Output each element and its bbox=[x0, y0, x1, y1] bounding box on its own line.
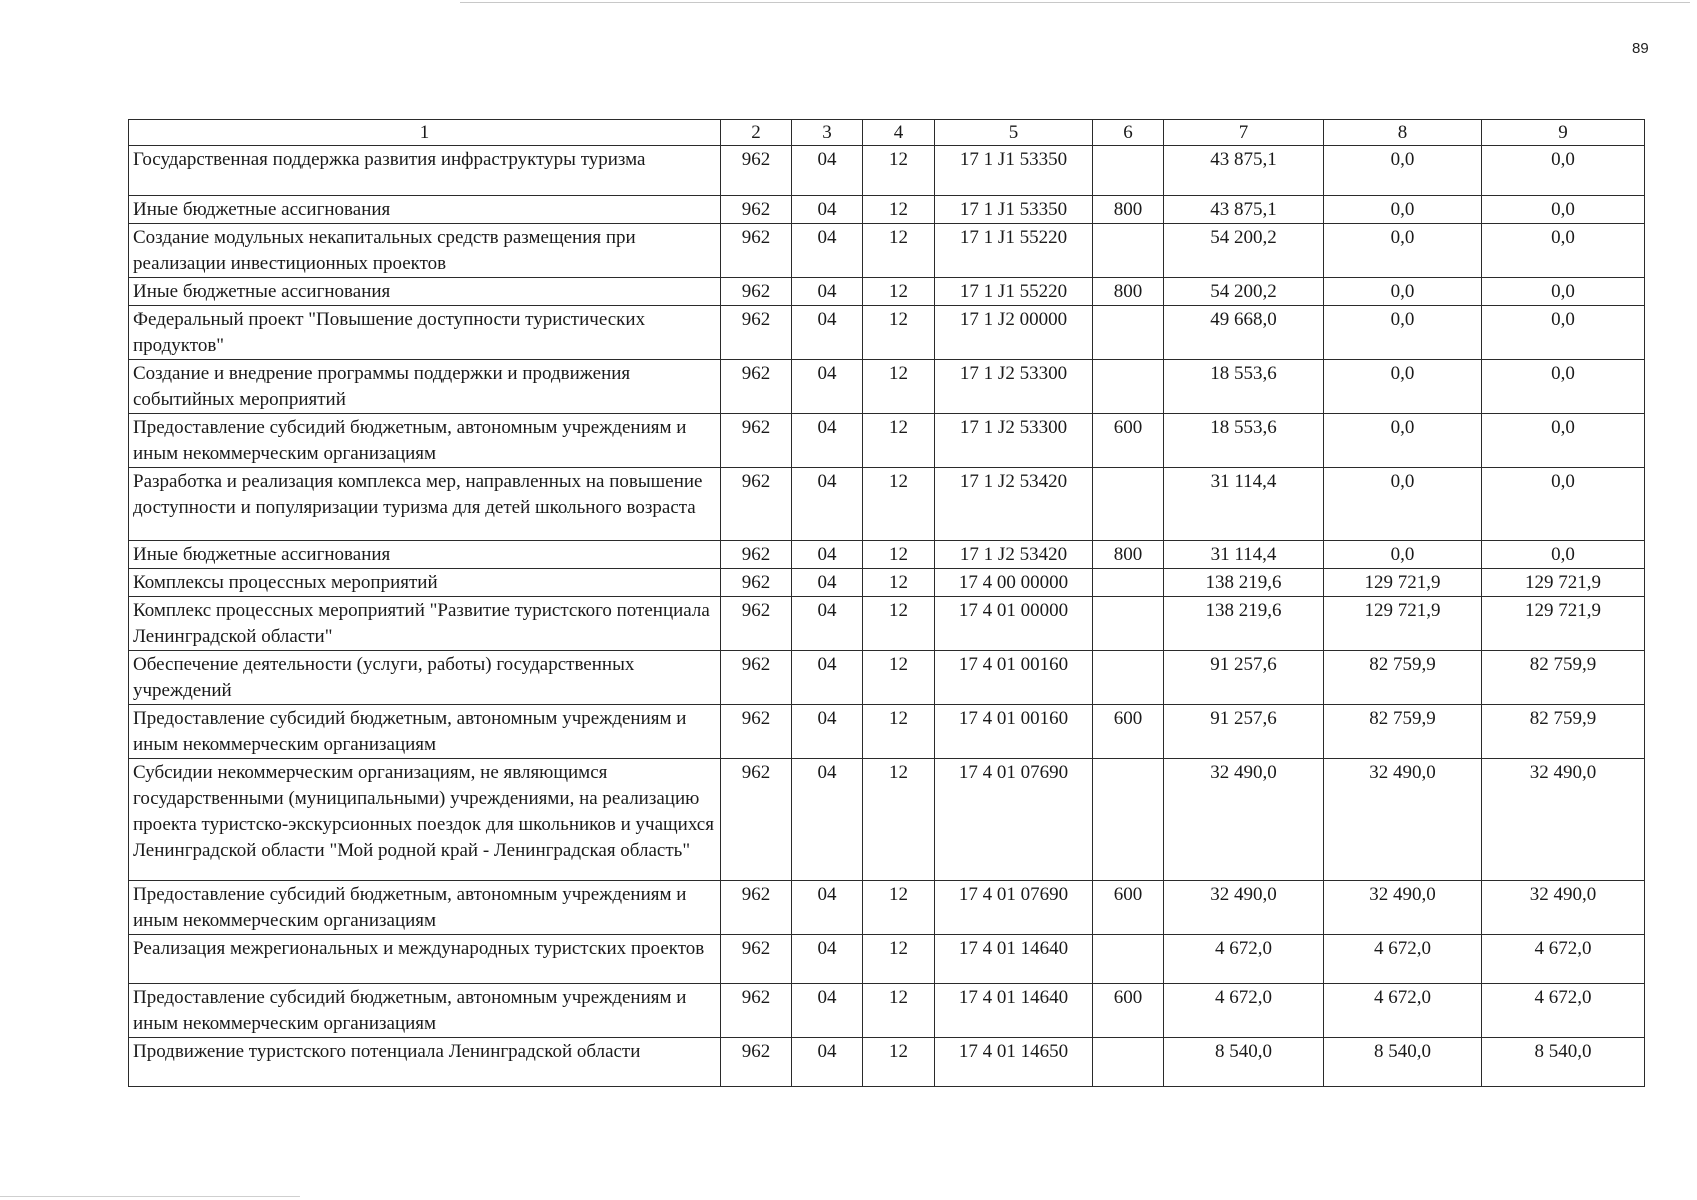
row-value-col9-cell: 0,0 bbox=[1482, 414, 1645, 468]
row-grbs-cell: 962 bbox=[721, 196, 792, 224]
row-value-col8-cell: 0,0 bbox=[1324, 196, 1482, 224]
table-row bbox=[129, 705, 1645, 759]
row-name-cell: Иные бюджетные ассигнования bbox=[129, 278, 721, 306]
row-expense-type-cell bbox=[1093, 224, 1164, 278]
row-section-cell: 04 bbox=[792, 984, 863, 1038]
table-row bbox=[129, 306, 1645, 360]
row-name-cell: Предоставление субсидий бюджетным, автономным учреждениям и иным некоммерческим организациям bbox=[129, 705, 721, 759]
row-value-col7-cell: 8 540,0 bbox=[1164, 1038, 1324, 1087]
row-subsection-cell: 12 bbox=[863, 468, 935, 541]
row-subsection-cell: 12 bbox=[863, 306, 935, 360]
row-section-cell: 04 bbox=[792, 541, 863, 569]
row-value-col8-cell: 129 721,9 bbox=[1324, 597, 1482, 651]
row-section-cell: 04 bbox=[792, 1038, 863, 1087]
table-row bbox=[129, 196, 1645, 224]
table-row bbox=[129, 759, 1645, 881]
row-expense-type-cell: 600 bbox=[1093, 984, 1164, 1038]
row-section-cell: 04 bbox=[792, 224, 863, 278]
row-target-article-cell: 17 1 J2 53420 bbox=[935, 468, 1093, 541]
row-subsection-cell: 12 bbox=[863, 360, 935, 414]
row-target-article-cell: 17 1 J2 00000 bbox=[935, 306, 1093, 360]
row-target-article-cell: 17 1 J2 53420 bbox=[935, 541, 1093, 569]
row-value-col8-cell: 32 490,0 bbox=[1324, 881, 1482, 935]
row-value-col9-cell: 0,0 bbox=[1482, 306, 1645, 360]
row-name-cell: Реализация межрегиональных и международных туристских проектов bbox=[129, 935, 721, 984]
row-expense-type-cell bbox=[1093, 1038, 1164, 1087]
row-section-cell: 04 bbox=[792, 597, 863, 651]
row-value-col8-cell: 4 672,0 bbox=[1324, 935, 1482, 984]
table-row bbox=[129, 651, 1645, 705]
row-value-col9-cell: 0,0 bbox=[1482, 360, 1645, 414]
row-value-col7-cell: 138 219,6 bbox=[1164, 569, 1324, 597]
row-value-col8-cell: 82 759,9 bbox=[1324, 651, 1482, 705]
row-subsection-cell: 12 bbox=[863, 1038, 935, 1087]
row-expense-type-cell bbox=[1093, 306, 1164, 360]
table-row bbox=[129, 984, 1645, 1038]
table-header-row bbox=[129, 120, 1645, 146]
row-grbs-cell: 962 bbox=[721, 468, 792, 541]
row-subsection-cell: 12 bbox=[863, 196, 935, 224]
row-name-cell: Субсидии некоммерческим организациям, не являющимся государственными (муниципальными) учреждениями, на реализацию проекта туристско-экскурсионных поездок для школьников и учащихся Ленинградской области "Мой родной край - Ленинградская область" bbox=[129, 759, 721, 881]
row-value-col8-cell: 0,0 bbox=[1324, 278, 1482, 306]
row-value-col9-cell: 4 672,0 bbox=[1482, 935, 1645, 984]
row-name-cell: Создание модульных некапитальных средств размещения при реализации инвестиционных проектов bbox=[129, 224, 721, 278]
row-subsection-cell: 12 bbox=[863, 984, 935, 1038]
row-section-cell: 04 bbox=[792, 705, 863, 759]
row-name-cell: Иные бюджетные ассигнования bbox=[129, 541, 721, 569]
row-subsection-cell: 12 bbox=[863, 146, 935, 196]
row-grbs-cell: 962 bbox=[721, 306, 792, 360]
row-target-article-cell: 17 4 01 07690 bbox=[935, 881, 1093, 935]
row-value-col7-cell: 4 672,0 bbox=[1164, 935, 1324, 984]
row-grbs-cell: 962 bbox=[721, 569, 792, 597]
row-name-cell: Предоставление субсидий бюджетным, автономным учреждениям и иным некоммерческим организациям bbox=[129, 984, 721, 1038]
row-name-cell: Комплексы процессных мероприятий bbox=[129, 569, 721, 597]
row-grbs-cell: 962 bbox=[721, 984, 792, 1038]
table-row bbox=[129, 569, 1645, 597]
row-expense-type-cell: 800 bbox=[1093, 541, 1164, 569]
header-cell-5: 5 bbox=[935, 120, 1093, 146]
row-value-col8-cell: 0,0 bbox=[1324, 541, 1482, 569]
row-value-col9-cell: 82 759,9 bbox=[1482, 651, 1645, 705]
table-row bbox=[129, 541, 1645, 569]
row-section-cell: 04 bbox=[792, 196, 863, 224]
row-value-col7-cell: 54 200,2 bbox=[1164, 224, 1324, 278]
row-grbs-cell: 962 bbox=[721, 651, 792, 705]
row-expense-type-cell bbox=[1093, 569, 1164, 597]
row-name-cell: Федеральный проект "Повышение доступности туристических продуктов" bbox=[129, 306, 721, 360]
row-subsection-cell: 12 bbox=[863, 597, 935, 651]
row-section-cell: 04 bbox=[792, 935, 863, 984]
row-name-cell: Продвижение туристского потенциала Ленинградской области bbox=[129, 1038, 721, 1087]
row-value-col7-cell: 32 490,0 bbox=[1164, 759, 1324, 881]
row-expense-type-cell bbox=[1093, 360, 1164, 414]
row-target-article-cell: 17 4 01 14650 bbox=[935, 1038, 1093, 1087]
row-subsection-cell: 12 bbox=[863, 278, 935, 306]
row-value-col9-cell: 0,0 bbox=[1482, 146, 1645, 196]
row-name-cell: Комплекс процессных мероприятий "Развитие туристского потенциала Ленинградской области" bbox=[129, 597, 721, 651]
row-expense-type-cell: 600 bbox=[1093, 705, 1164, 759]
row-name-cell: Обеспечение деятельности (услуги, работы) государственных учреждений bbox=[129, 651, 721, 705]
row-value-col8-cell: 0,0 bbox=[1324, 306, 1482, 360]
header-cell-8: 8 bbox=[1324, 120, 1482, 146]
row-value-col7-cell: 138 219,6 bbox=[1164, 597, 1324, 651]
row-name-cell: Предоставление субсидий бюджетным, автономным учреждениям и иным некоммерческим организациям bbox=[129, 881, 721, 935]
table-row bbox=[129, 278, 1645, 306]
row-subsection-cell: 12 bbox=[863, 881, 935, 935]
row-value-col7-cell: 91 257,6 bbox=[1164, 705, 1324, 759]
row-section-cell: 04 bbox=[792, 360, 863, 414]
row-value-col7-cell: 31 114,4 bbox=[1164, 468, 1324, 541]
header-cell-9: 9 bbox=[1482, 120, 1645, 146]
header-cell-4: 4 bbox=[863, 120, 935, 146]
table-row bbox=[129, 1038, 1645, 1087]
row-value-col9-cell: 0,0 bbox=[1482, 196, 1645, 224]
row-target-article-cell: 17 4 01 00160 bbox=[935, 651, 1093, 705]
header-cell-7: 7 bbox=[1164, 120, 1324, 146]
row-section-cell: 04 bbox=[792, 468, 863, 541]
row-grbs-cell: 962 bbox=[721, 935, 792, 984]
table-row bbox=[129, 881, 1645, 935]
row-expense-type-cell: 800 bbox=[1093, 196, 1164, 224]
row-grbs-cell: 962 bbox=[721, 414, 792, 468]
header-cell-2: 2 bbox=[721, 120, 792, 146]
table-body bbox=[129, 120, 1645, 1087]
row-grbs-cell: 962 bbox=[721, 278, 792, 306]
row-value-col8-cell: 0,0 bbox=[1324, 468, 1482, 541]
row-expense-type-cell bbox=[1093, 759, 1164, 881]
row-value-col8-cell: 129 721,9 bbox=[1324, 569, 1482, 597]
row-target-article-cell: 17 1 J2 53300 bbox=[935, 360, 1093, 414]
row-target-article-cell: 17 4 01 14640 bbox=[935, 935, 1093, 984]
row-expense-type-cell: 800 bbox=[1093, 278, 1164, 306]
row-subsection-cell: 12 bbox=[863, 935, 935, 984]
table-row bbox=[129, 597, 1645, 651]
table-row bbox=[129, 468, 1645, 541]
table-row bbox=[129, 414, 1645, 468]
row-target-article-cell: 17 4 01 00160 bbox=[935, 705, 1093, 759]
row-value-col8-cell: 0,0 bbox=[1324, 414, 1482, 468]
row-value-col9-cell: 129 721,9 bbox=[1482, 597, 1645, 651]
table-row bbox=[129, 146, 1645, 196]
table-row bbox=[129, 935, 1645, 984]
row-section-cell: 04 bbox=[792, 759, 863, 881]
row-grbs-cell: 962 bbox=[721, 759, 792, 881]
row-section-cell: 04 bbox=[792, 414, 863, 468]
row-value-col8-cell: 8 540,0 bbox=[1324, 1038, 1482, 1087]
row-grbs-cell: 962 bbox=[721, 597, 792, 651]
row-expense-type-cell bbox=[1093, 935, 1164, 984]
row-value-col7-cell: 54 200,2 bbox=[1164, 278, 1324, 306]
table-row bbox=[129, 224, 1645, 278]
row-expense-type-cell bbox=[1093, 146, 1164, 196]
row-section-cell: 04 bbox=[792, 306, 863, 360]
row-value-col9-cell: 32 490,0 bbox=[1482, 881, 1645, 935]
row-section-cell: 04 bbox=[792, 146, 863, 196]
row-subsection-cell: 12 bbox=[863, 651, 935, 705]
row-target-article-cell: 17 1 J1 55220 bbox=[935, 278, 1093, 306]
row-value-col9-cell: 0,0 bbox=[1482, 541, 1645, 569]
row-section-cell: 04 bbox=[792, 278, 863, 306]
row-grbs-cell: 962 bbox=[721, 360, 792, 414]
row-target-article-cell: 17 1 J2 53300 bbox=[935, 414, 1093, 468]
row-value-col8-cell: 82 759,9 bbox=[1324, 705, 1482, 759]
row-grbs-cell: 962 bbox=[721, 881, 792, 935]
row-value-col9-cell: 4 672,0 bbox=[1482, 984, 1645, 1038]
table-row bbox=[129, 360, 1645, 414]
row-value-col7-cell: 18 553,6 bbox=[1164, 360, 1324, 414]
row-expense-type-cell bbox=[1093, 651, 1164, 705]
header-cell-3: 3 bbox=[792, 120, 863, 146]
row-subsection-cell: 12 bbox=[863, 759, 935, 881]
row-target-article-cell: 17 4 01 14640 bbox=[935, 984, 1093, 1038]
row-value-col9-cell: 129 721,9 bbox=[1482, 569, 1645, 597]
row-grbs-cell: 962 bbox=[721, 705, 792, 759]
row-grbs-cell: 962 bbox=[721, 146, 792, 196]
row-target-article-cell: 17 1 J1 53350 bbox=[935, 146, 1093, 196]
row-section-cell: 04 bbox=[792, 651, 863, 705]
row-subsection-cell: 12 bbox=[863, 569, 935, 597]
header-cell-1: 1 bbox=[129, 120, 721, 146]
row-target-article-cell: 17 4 00 00000 bbox=[935, 569, 1093, 597]
row-value-col9-cell: 32 490,0 bbox=[1482, 759, 1645, 881]
header-cell-6: 6 bbox=[1093, 120, 1164, 146]
row-expense-type-cell bbox=[1093, 468, 1164, 541]
row-value-col9-cell: 82 759,9 bbox=[1482, 705, 1645, 759]
row-value-col7-cell: 18 553,6 bbox=[1164, 414, 1324, 468]
row-name-cell: Разработка и реализация комплекса мер, направленных на повышение доступности и популяризации туризма для детей школьного возраста bbox=[129, 468, 721, 541]
row-expense-type-cell bbox=[1093, 597, 1164, 651]
row-value-col8-cell: 4 672,0 bbox=[1324, 984, 1482, 1038]
row-target-article-cell: 17 4 01 07690 bbox=[935, 759, 1093, 881]
row-value-col8-cell: 0,0 bbox=[1324, 360, 1482, 414]
row-value-col9-cell: 0,0 bbox=[1482, 278, 1645, 306]
row-subsection-cell: 12 bbox=[863, 414, 935, 468]
budget-table bbox=[128, 119, 1645, 1087]
row-name-cell: Предоставление субсидий бюджетным, автономным учреждениям и иным некоммерческим организациям bbox=[129, 414, 721, 468]
row-name-cell: Иные бюджетные ассигнования bbox=[129, 196, 721, 224]
row-value-col9-cell: 0,0 bbox=[1482, 468, 1645, 541]
row-value-col7-cell: 4 672,0 bbox=[1164, 984, 1324, 1038]
row-value-col7-cell: 43 875,1 bbox=[1164, 146, 1324, 196]
row-value-col7-cell: 91 257,6 bbox=[1164, 651, 1324, 705]
row-value-col7-cell: 31 114,4 bbox=[1164, 541, 1324, 569]
scan-edge-top bbox=[460, 2, 1690, 3]
row-target-article-cell: 17 1 J1 55220 bbox=[935, 224, 1093, 278]
row-grbs-cell: 962 bbox=[721, 541, 792, 569]
row-grbs-cell: 962 bbox=[721, 224, 792, 278]
row-expense-type-cell: 600 bbox=[1093, 881, 1164, 935]
row-value-col8-cell: 0,0 bbox=[1324, 146, 1482, 196]
row-subsection-cell: 12 bbox=[863, 224, 935, 278]
row-section-cell: 04 bbox=[792, 881, 863, 935]
row-value-col7-cell: 43 875,1 bbox=[1164, 196, 1324, 224]
row-value-col9-cell: 8 540,0 bbox=[1482, 1038, 1645, 1087]
row-value-col9-cell: 0,0 bbox=[1482, 224, 1645, 278]
scan-edge-bottom bbox=[0, 1196, 300, 1197]
row-value-col8-cell: 0,0 bbox=[1324, 224, 1482, 278]
row-value-col8-cell: 32 490,0 bbox=[1324, 759, 1482, 881]
page-number: 89 bbox=[1632, 40, 1649, 57]
row-target-article-cell: 17 1 J1 53350 bbox=[935, 196, 1093, 224]
row-value-col7-cell: 49 668,0 bbox=[1164, 306, 1324, 360]
row-subsection-cell: 12 bbox=[863, 541, 935, 569]
row-grbs-cell: 962 bbox=[721, 1038, 792, 1087]
row-target-article-cell: 17 4 01 00000 bbox=[935, 597, 1093, 651]
row-subsection-cell: 12 bbox=[863, 705, 935, 759]
row-name-cell: Государственная поддержка развития инфраструктуры туризма bbox=[129, 146, 721, 196]
row-value-col7-cell: 32 490,0 bbox=[1164, 881, 1324, 935]
row-section-cell: 04 bbox=[792, 569, 863, 597]
row-expense-type-cell: 600 bbox=[1093, 414, 1164, 468]
row-name-cell: Создание и внедрение программы поддержки и продвижения событийных мероприятий bbox=[129, 360, 721, 414]
